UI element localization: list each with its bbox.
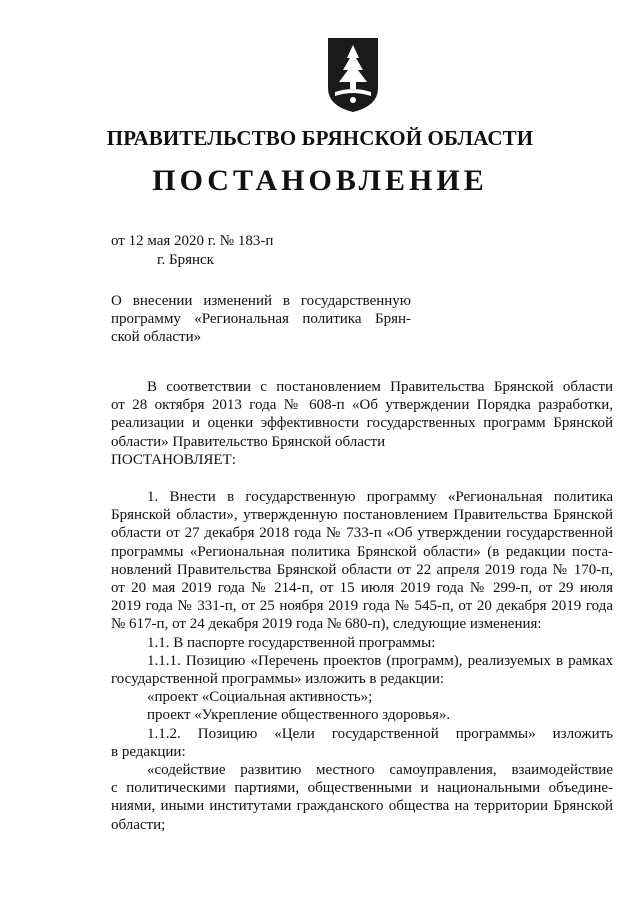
item1-line: новлений Правительства Брянской области от 22 апреля 2019 года № 170-п, [111, 561, 613, 578]
item1-line: Брянской области», утвержденную постановлением Правительства Брянской [111, 507, 613, 524]
project-line: проект «Укрепление общественного здоровья». [147, 707, 451, 724]
decree-word: ПОСТАНОВЛЯЕТ: [111, 451, 236, 468]
item1-1-1-line: государственной программы» изложить в редакции: [111, 671, 445, 688]
item1-line: № 617-п, от 24 декабря 2019 года № 680-п), следующие изменения: [111, 616, 542, 633]
document-type-title: ПОСТАНОВЛЕНИЕ [152, 164, 488, 197]
item1-1-heading: 1.1. В паспорте государственной программы: [147, 634, 436, 651]
subject-line: ской области» [111, 329, 202, 345]
document-date-number: от 12 мая 2020 г. № 183-п [111, 233, 274, 249]
coat-of-arms-shape [326, 36, 380, 114]
goal-line: с политическими партиями, общественными и национальными объедине- [111, 780, 613, 797]
item1-1-1-line: 1.1.1. Позицию «Перечень проектов (программ), реализуемых в рамках [147, 652, 613, 669]
project-line: «проект «Социальная активность»; [147, 689, 373, 706]
preamble-line: В соответствии с постановлением Правительства Брянской области [147, 379, 613, 395]
item1-1-2-line: в редакции: [111, 743, 186, 760]
preamble-line: от 28 октября 2013 года № 608-п «Об утверждении Порядка разработки, [111, 397, 613, 414]
preamble-line: области» Правительство Брянской области [111, 433, 386, 450]
bryansk-coat-of-arms-icon [326, 36, 380, 114]
document-body [111, 378, 613, 834]
item1-line: программы «Региональная политика Брянской области» (в редакции поста- [111, 543, 613, 560]
item1-line: области от 27 декабря 2018 года № 733-п «Об утверждении государственной [111, 525, 613, 542]
subject-line: О внесении изменений в государственную [111, 293, 411, 309]
document-subject [111, 292, 411, 346]
government-title: ПРАВИТЕЛЬСТВО БРЯНСКОЙ ОБЛАСТИ [106, 126, 534, 150]
item1-line: 2019 года № 331-п, от 25 ноября 2019 года № 545-п, от 20 декабря 2019 года [111, 598, 613, 615]
item1-1-2-line: 1.1.2. Позицию «Цели государственной программы» изложить [147, 725, 613, 742]
goal-line: «содействие развитию местного самоуправления, взаимодействие [147, 762, 613, 779]
goal-line: области; [111, 816, 166, 833]
preamble-line: реализации и оценки эффективности государственных программ Брянской [111, 415, 613, 432]
paragraph-gap [111, 469, 613, 488]
subject-line: программу «Региональная политика Брян- [111, 311, 411, 327]
goal-line: ниями, иными институтами гражданского общества на территории Брянской [111, 798, 613, 815]
document-city: г. Брянск [157, 252, 214, 268]
item1-line: от 20 мая 2019 года № 214-п, от 15 июля 2019 года № 299-п, от 29 июля [111, 580, 613, 597]
item1-line: 1. Внести в государственную программу «Региональная политика [147, 489, 613, 506]
